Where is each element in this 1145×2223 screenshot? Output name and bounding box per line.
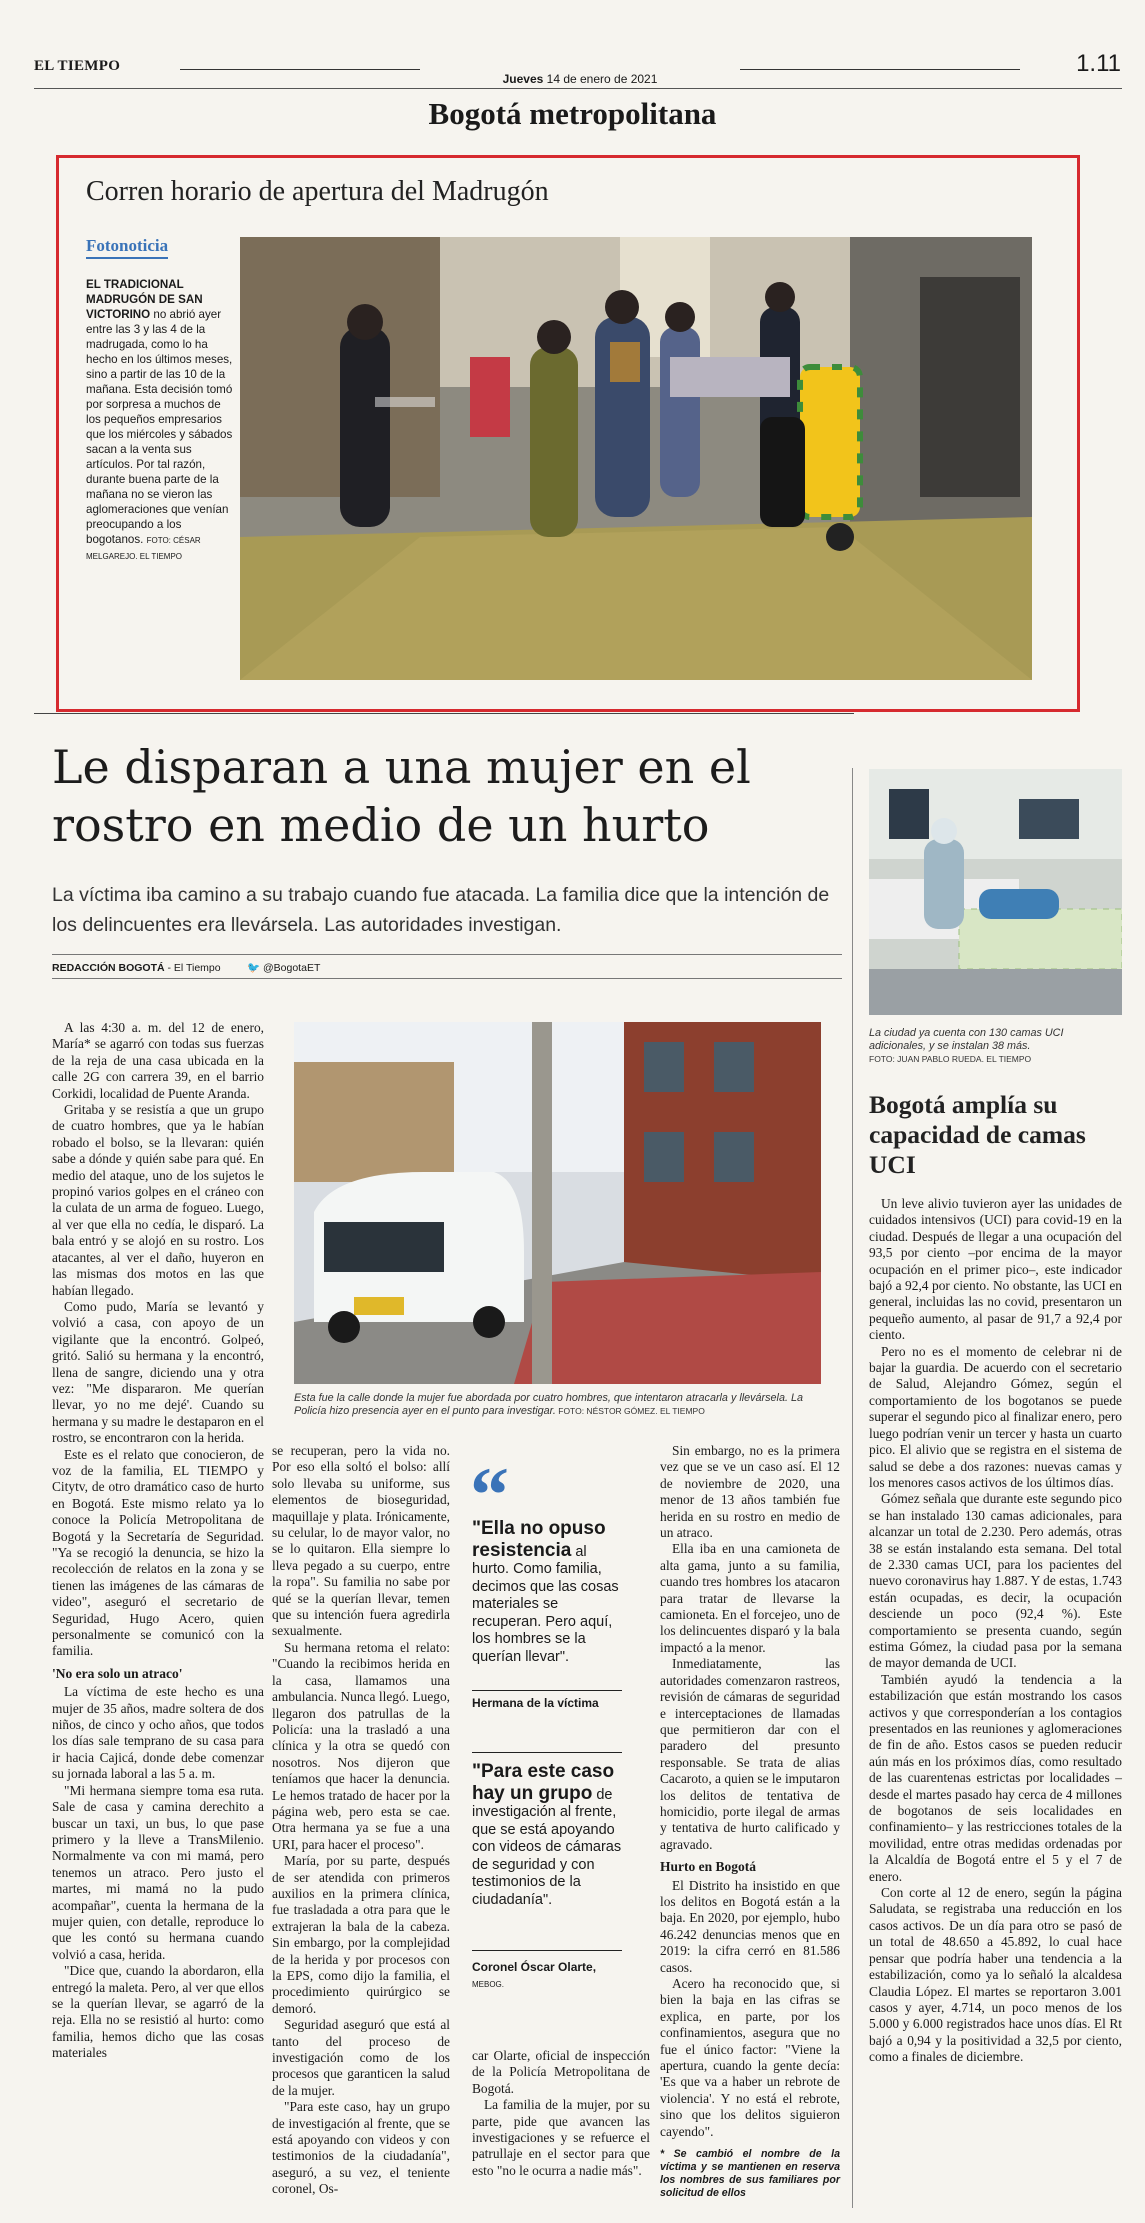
paragraph: car Olarte, oficial de inspección de la Policía Metropolitana de Bogotá.: [472, 2048, 650, 2096]
pull-quote-1-author: Hermana de la víctima: [472, 1690, 622, 1710]
date-day: Jueves: [502, 72, 544, 86]
photo-credit: FOTO: JUAN PABLO RUEDA. EL TIEMPO: [869, 1054, 1032, 1064]
street-van-illustration: [294, 1022, 821, 1384]
paragraph: "Mi hermana siempre toma esa ruta. Sale de casa y camina derechito a buscar un taxi, un bus, lo que pase primero y la lleve a TransMilenio. Normalmente va con mi mamá, pero tenemos un atraco. Pero justo el martes, mi mamá no la pudo acompañar", cuenta la hermana de la mujer quien, con detalle, reproduce lo que les contó su hermana cuando volvió a casa, herida.: [52, 1782, 264, 1962]
pull-quote-2-author: [472, 1960, 622, 1992]
icu-photo-caption: [869, 1027, 1122, 1066]
pull-quote-lead: "Ella no opuso resistencia: [472, 1518, 606, 1561]
paragraph: Ella iba en una camioneta de alta gama, junto a su familia, cuando tres hombres los atacaron para tratar de llevarse la camioneta. En el forcejeo, uno de los delincuentes disparó y la bala impactó a la menor.: [660, 1541, 840, 1655]
sidebar-headline: Bogotá amplía su capacidad de camas UCI: [869, 1090, 1086, 1179]
paragraph: Este es el relato que conocieron, de voz de la familia, EL TIEMPO y Citytv, de otro dramático caso de hurto en Bogotá. Este mismo relato ya lo conoce la Policía Metropolitana de Bogotá y la Secretaría de Seguridad. "Ya se recogió la denuncia, se hizo la recolección de relatos en la zona y se tienen las imágenes de las cámaras de video", aseguró el secretario de Seguridad, Hugo Acero, quien personalmente se comunicó con la familia.: [52, 1446, 264, 1659]
page-number: 1.11: [1076, 50, 1121, 77]
photo-credit: FOTO: CÉSAR MELGAREJO. EL TIEMPO: [86, 536, 201, 561]
publication-date: [430, 72, 730, 86]
market-street-illustration: [240, 237, 1032, 680]
paragraph: Su hermana retoma el relato: "Cuando la recibimos herida en la casa, llamamos una ambulancia. Nunca llegó. Luego, llegaron dos patrullas de la Policía: una la trasladó a una clínica y la otra se quedó con nosotros. Nos dijeron que teníamos que hacer la denuncia. Le hemos tratado de hacer por la página web, pero esta se cae. Otra hermana ya se fue a una URI, para hacer el proceso".: [272, 1639, 450, 1852]
photo-credit: FOTO: NÉSTOR GÓMEZ. EL TIEMPO: [555, 1406, 705, 1416]
byline-outlet: - El Tiempo: [164, 962, 221, 974]
photo-news-tag: Fotonoticia: [86, 236, 168, 259]
pull-quote-rest: al hurto. Como familia, decimos que las cosas materiales se recuperan. Pero aquí, los hombres se la querían llevar".: [472, 1543, 619, 1665]
paragraph: Inmediatamente, las autoridades comenzaron rastreos, revisión de cámaras de seguridad e interceptaciones de llamadas que permitieron dar con el paradero del presunto responsable. Se trata de alias Cacaroto, a quien se le imputaron los delitos de tentativa de homicidio, porte ilegal de armas y tentativa de hurto calificado y agravado.: [660, 1656, 840, 1852]
paragraph: El Distrito ha insistido en que los delitos en Bogotá están a la baja. En 2020, por ejemplo, hubo 46.242 denuncias menos que en 2019: la cifra cerró en 81.586 casos.: [660, 1877, 840, 1975]
paragraph: Pero no es el momento de celebrar ni de bajar la guardia. De acuerdo con el secretario de Salud, Alejandro Gómez, según el comportamiento de los bogotanos se puede superar el segundo pico al finalizar enero, pero luego podrían venir un tercer y hasta un cuarto pico. El alivio que se registra en el sistema de salud se debe a dos razones: nuevas camas y los menores casos activos de los últimos días.: [869, 1343, 1122, 1490]
madrugon-photo: [240, 237, 1032, 680]
caption-text: La ciudad ya cuenta con 130 camas UCI adicionales, y se instalan 38 más.: [869, 1027, 1064, 1052]
paragraph: Como pudo, María se levantó y volvió a casa, con apoyo de un vigilante que la encontró. Golpeó, gritó. Salió su hermana y la encontró, llena de sangre, diciendo una y otra vez: "Me dispararon. Me querían llevar, yo no me dejé'. Cuando su hermana y su madre le destaparon en el rostro, se encontraron con la herida.: [52, 1298, 264, 1446]
icu-beds-illustration: [869, 769, 1122, 1015]
pull-quote-1: [472, 1518, 622, 1666]
twitter-icon: 🐦: [247, 962, 261, 974]
article-column-4: [660, 1443, 840, 2200]
street-photo-caption: [294, 1392, 821, 1418]
paragraph: Un leve alivio tuvieron ayer las unidades de cuidados intensivos (UCI) para covid-19 en la ciudad. Después de llegar a una ocupación del 93,5 por ciento –por encima de la mayor ocupación en el primer pico–, este indicador bajó a 92,4 por ciento. No obstante, las UCI en general, incluidas las no covid, presentaron un pequeño aumento, al pasar de 91,7 a 92,4 por ciento.: [869, 1196, 1122, 1343]
author-org: MEBOG.: [472, 1980, 505, 1989]
caption-text: Esta fue la calle donde la mujer fue abordada por cuatro hombres, que intentaron atracarla y llevársela. La Policía hizo presencia ayer en el punto para investigar.: [294, 1392, 803, 1417]
byline-rule-top: [52, 954, 842, 955]
column-subhead: Hurto en Bogotá: [660, 1859, 756, 1875]
paragraph: También ayudó la tendencia a la estabilización que están mostrando los casos activos y que corresponderían a los contagios presentados en las reuniones y aglomeraciones de fin de año. Estos casos se pueden reducir aún más en los próximos días, como resultado de las cuarentenas estrictas por localidades –desde el martes pasado hay cerca de 4 millones de bogotanos de seis localidades en confinamiento– y las restricciones totales de la movilidad, entre otras medidas ordenadas por la Alcaldía de Bogotá entre el 5 y el 7 de enero.: [869, 1671, 1122, 1884]
paragraph: Gritaba y se resistía a que un grupo de cuatro hombres, que ya le habían robado el bolso, se la llevaran: quién sabe a dónde y quién sabe para qué. En medio del ataque, uno de los sujetos le propinó varios golpes en el cráneo con la culata de un arma de fogueo. Luego, al ver que ella no cedía, le disparó. La bala entró y se alojó en su rostro. Los atacantes, al ver el daño, huyeron en las mismas dos motos en las que habían llegado.: [52, 1102, 264, 1298]
header-rule-left: [180, 69, 420, 70]
paragraph: Gómez señala que durante este segundo pico se han instalado 130 camas adicionales, para alcanzar un total de 2.230. Pero además, otras 38 se están instalando esta semana. Del total de 2.330 camas UCI, para los pacientes del nuevo coronavirus hay 1.887. Y de estas, 1.743 están ocupadas, es decir, la ocupación desciende un poco (92,4 %). Este comportamiento se presenta cuando, según estima Gómez, la ciudad pasa por la semana de mayor demanda de UCI.: [869, 1491, 1123, 1671]
twitter-handle[interactable]: [247, 961, 320, 974]
paragraph: "Dice que, cuando la abordaron, ella entregó la maleta. Pero, al ver que ellos se la querían llevar, se agarró de la reja. Ella no se resistió al hurto: como familia, hemos dicho que las cosas materiales: [52, 1963, 264, 2061]
byline: [52, 962, 221, 974]
sidebar-divider: [852, 768, 853, 2208]
byline-rule-bottom: [52, 978, 842, 979]
article-subhead: La víctima iba camino a su trabajo cuando fue atacada. La familia dice que la intención de los delincuentes era llevársela. Las autoridades investigan.: [52, 884, 830, 936]
paragraph: Seguridad aseguró que está al tanto del proceso de investigación como de los procesos que garanticen la salud de la mujer.: [272, 2017, 450, 2098]
section-title: Bogotá metropolitana: [428, 96, 717, 131]
caption-lead: EL TRADICIONAL MADRUGÓN DE SAN VICTORINO: [86, 278, 203, 321]
pull-quote-rest: de investigación al frente, que se está apoyando con videos de cámaras de seguridad y con testimonios de la ciudadanía".: [472, 1786, 622, 1908]
byline-author: REDACCIÓN BOGOTÁ: [52, 962, 165, 974]
paragraph: La familia de la mujer, por su parte, pide que avancen las investigaciones y se refuerce el patrullaje en el sector para que esto "no le ocurra a nadie más".: [472, 2097, 650, 2178]
section-divider: [34, 713, 854, 714]
footnote: * Se cambió el nombre de la víctima y se mantienen en reserva los nombres de sus familiares por solicitud de ellos: [660, 2148, 840, 2200]
masthead: EL TIEMPO: [34, 58, 121, 74]
sidebar-body: [869, 1196, 1122, 2066]
paragraph: La víctima de este hecho es una mujer de 35 años, madre soltera de dos niños, de cinco y ocho años, que todos los días sale temprano de su casa para ir hacia Cajicá, donde debe comenzar su jornada laboral a las 5 a. m.: [52, 1684, 264, 1782]
column-subhead: 'No era solo un atraco': [52, 1665, 183, 1681]
article-headline: Le disparan a una mujer en el rostro en medio de un hurto: [52, 740, 751, 852]
icu-photo: [869, 769, 1122, 1015]
caption-body: no abrió ayer entre las 3 y las 4 de la madrugada, como lo ha hecho en los últimos meses, sino a partir de las 10 de la mañana. Esta decisión tomó por sorpresa a muchos de los pequeños empresarios que los miércoles y sábados sacan a la venta sus artículos. Por tal razón, durante buena parte de la mañana no se vieron las aglomeraciones que venían preocupando a los bogotanos.: [86, 308, 233, 546]
date-text: 14 de enero de 2021: [546, 72, 658, 86]
article-column-1: [52, 1020, 264, 2062]
paragraph: María, por su parte, después de ser atendida con primeros auxilios en la primera clínica, fue trasladada a otra para que le extrajeran la bala de la cabeza. Sin embargo, por la complejidad de la herida y por procesos con la EPS, como dijo la familia, el procedimiento quirúrgico se demoró.: [272, 1853, 450, 2016]
paragraph: Sin embargo, no es la primera vez que se ve un caso así. El 12 de noviembre de 2020, una menor de 13 años también fue herida en su rostro en medio de un atraco.: [660, 1443, 840, 1541]
paragraph: "Para este caso, hay un grupo de investigación al frente, que se está apoyando con videos y con testimonios de la ciudadanía", aseguró, a su vez, el teniente coronel, Os-: [272, 2099, 450, 2197]
quote-rule: [472, 1950, 622, 1951]
quote-mark-icon: “: [470, 1451, 509, 1538]
paragraph: A las 4:30 a. m. del 12 de enero, María* se agarró con todas sus fuerzas de la reja de una casa ubicada en la calle 2G con carrera 39, en el barrio Corkidi, localidad de Puente Aranda.: [52, 1020, 264, 1101]
pull-quote-lead: "Para este caso hay un grupo: [472, 1761, 615, 1804]
paragraph: Acero ha reconocido que, si bien la baja en las cifras se explica, en parte, por los confinamientos, asegura que no fue el único factor: "Viene la apertura, cuando la gente decía: 'Es que va a haber un rebrote de violencia'. Y no está el rebrote, sino que los delitos siguieron cayendo".: [660, 1976, 840, 2139]
twitter-handle-text: @BogotaET: [263, 962, 321, 974]
article-column-2: [272, 1443, 450, 2198]
pull-quote-2: [472, 1752, 622, 1909]
paragraph: Con corte al 12 de enero, según la página Saludata, se registraba una reducción en los casos activos. De un día para otro se pasó de un total de 48.650 a 45.892, lo cual hace pensar que podría haber una tendencia a la estabilización, como ya lo señaló la alcaldesa Claudia López. El martes se reportaron 3.001 casos y ayer, 4.714, un poco menos de los 5.000 y 6.000 registrados hace unos días. El Rt bajó a 0,94 y la positividad a 32,5 por ciento, como a finales de diciembre.: [869, 1885, 1122, 2065]
photo-news-caption: [86, 277, 234, 564]
paragraph: se recuperan, pero la vida no. Por eso ella soltó el bolso: allí solo llevaba su uniforme, sus elementos de bioseguridad, maquillaje y plata. Irónicamente, su celular, lo de mayor valor, no se lo quitaron. Ella siempre lo lleva pegado a su cuerpo, entre la ropa". Su familia no sabe por qué se la querían llevar, temen que su intención fuera agredirla sexualmente.: [272, 1443, 450, 1639]
header-divider: [34, 88, 1122, 89]
article-column-3: [472, 2048, 650, 2179]
street-photo: [294, 1022, 821, 1384]
photo-news-title: Corren horario de apertura del Madrugón: [86, 176, 549, 207]
header-rule-right: [740, 69, 1020, 70]
author-name: Coronel Óscar Olarte,: [472, 1960, 597, 1974]
